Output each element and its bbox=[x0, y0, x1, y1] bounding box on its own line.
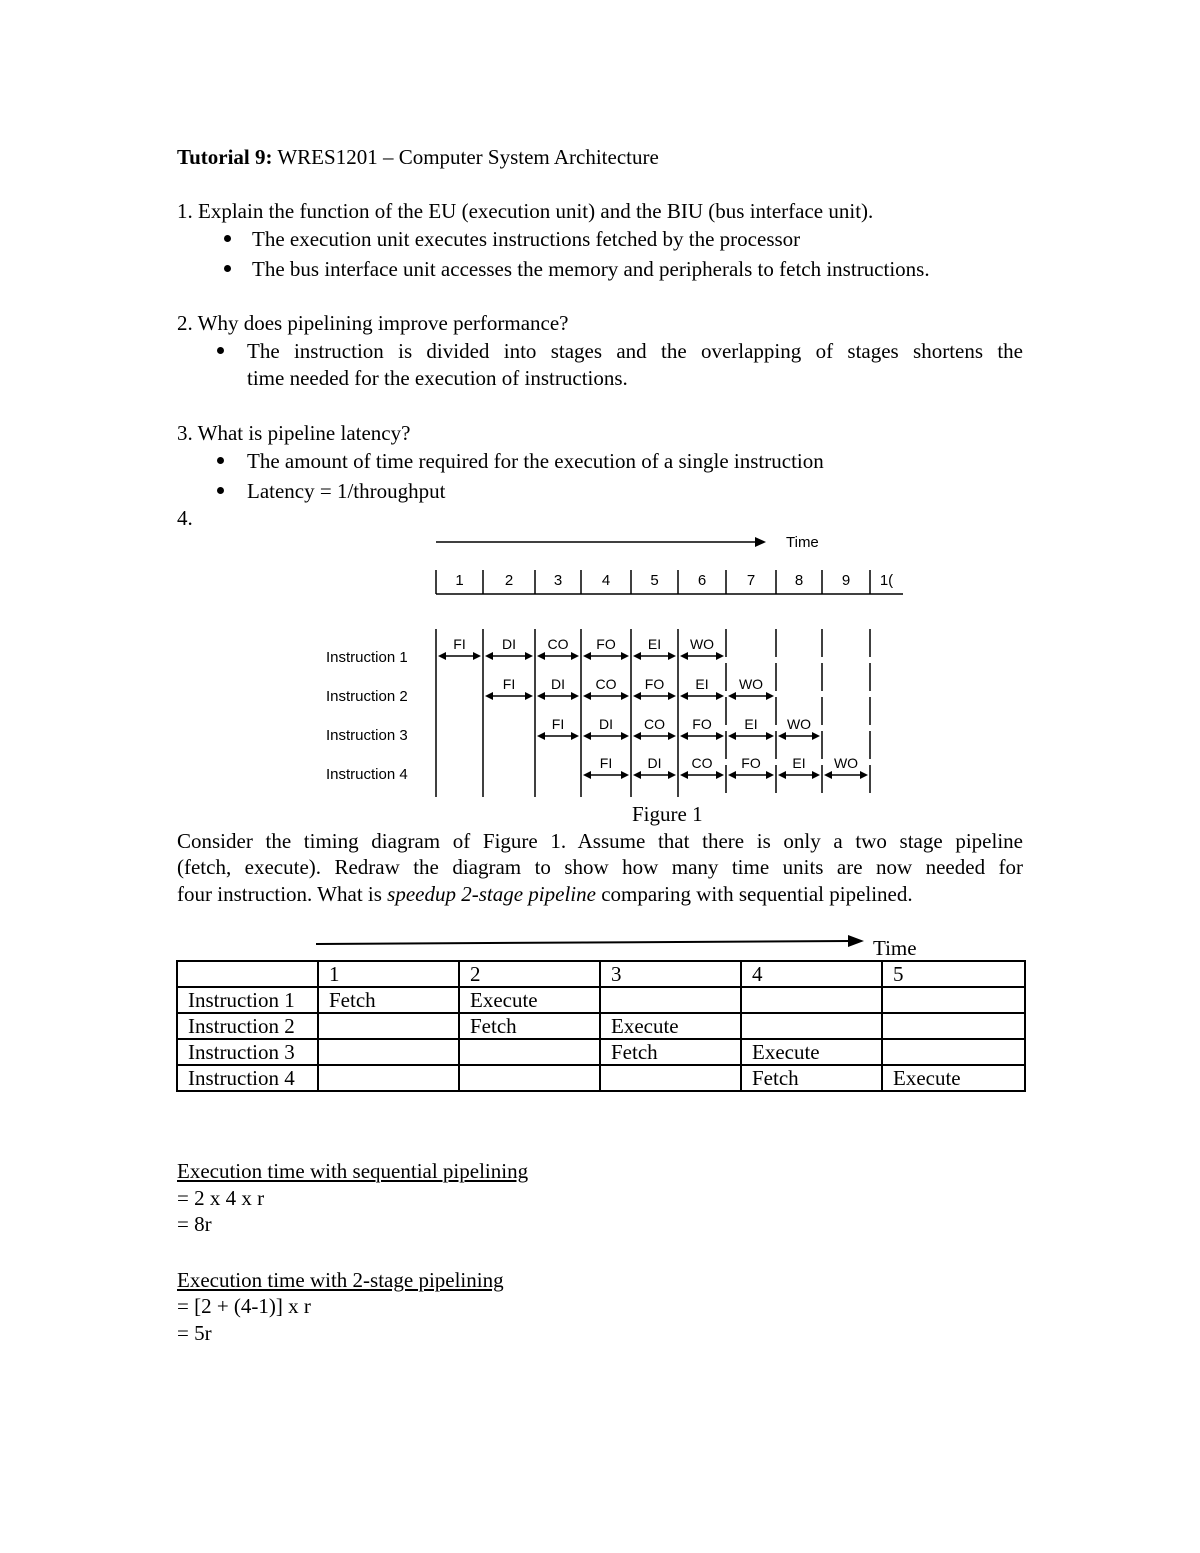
q1-answer-1: The execution unit executes instructions fetched by the processor bbox=[252, 227, 801, 251]
table-row bbox=[177, 987, 1025, 1013]
time-unit-label: 1 bbox=[455, 572, 464, 589]
q4-paragraph-emphasis: speedup 2-stage pipeline bbox=[387, 882, 596, 906]
time-unit-label: 1( bbox=[879, 572, 894, 589]
bullet-icon bbox=[217, 487, 224, 494]
stage-label: WO bbox=[833, 755, 859, 771]
stage-label: FO bbox=[741, 755, 761, 771]
q4-paragraph-post: comparing with sequential pipelined. bbox=[595, 882, 913, 906]
arrow-right-icon bbox=[668, 732, 676, 740]
table-cell bbox=[882, 1039, 1025, 1065]
arrow-left-icon bbox=[537, 692, 545, 700]
q1-answer-2: The bus interface unit accesses the memory and peripherals to fetch instructions. bbox=[252, 257, 930, 281]
q4-paragraph-pre: four instruction. What is bbox=[177, 882, 388, 906]
arrow-right-icon bbox=[716, 732, 724, 740]
table-cell bbox=[882, 987, 1025, 1013]
table-cell bbox=[459, 1065, 600, 1091]
sequential-line-2: = 8r bbox=[177, 1212, 212, 1236]
arrow-right-icon bbox=[860, 771, 868, 779]
time-axis-label: Time bbox=[786, 534, 819, 551]
time-unit-label: 8 bbox=[794, 572, 804, 589]
table-header-cell: 2 bbox=[459, 961, 600, 987]
table-cell bbox=[600, 987, 741, 1013]
arrow-right-icon bbox=[812, 732, 820, 740]
arrow-left-icon bbox=[485, 652, 493, 660]
q3-answer-2: Latency = 1/throughput bbox=[247, 479, 446, 503]
table-cell bbox=[600, 1065, 741, 1091]
arrow-left-icon bbox=[583, 652, 591, 660]
table-cell bbox=[318, 1013, 459, 1039]
arrow-right-icon bbox=[716, 692, 724, 700]
arrow-left-icon bbox=[680, 732, 688, 740]
table-cell bbox=[741, 987, 882, 1013]
table-cell: Instruction 1 bbox=[177, 987, 318, 1013]
arrow-left-icon bbox=[728, 692, 736, 700]
arrow-right-icon bbox=[525, 692, 533, 700]
q3-question: 3. What is pipeline latency? bbox=[177, 421, 411, 445]
arrow-right-icon bbox=[716, 771, 724, 779]
instruction-label: Instruction 1 bbox=[326, 649, 408, 666]
table-row bbox=[177, 1013, 1025, 1039]
arrow-left-icon bbox=[485, 692, 493, 700]
two-stage-line-1: = [2 + (4-1)] x r bbox=[177, 1294, 311, 1318]
arrow-left-icon bbox=[633, 652, 641, 660]
arrow-left-icon bbox=[728, 732, 736, 740]
stage-label: DI bbox=[502, 636, 516, 652]
stage-label: FO bbox=[644, 676, 665, 692]
instruction-label: Instruction 2 bbox=[326, 688, 408, 705]
q4-paragraph-line-3 bbox=[177, 881, 913, 907]
arrow-right-icon bbox=[668, 652, 676, 660]
time-unit-label: 4 bbox=[601, 572, 611, 589]
table-header-cell: 5 bbox=[882, 961, 1025, 987]
table-header-cell: 4 bbox=[741, 961, 882, 987]
stage-label: WO bbox=[689, 636, 715, 652]
q2-answer-line-1: The instruction is divided into stages and the overlapping of stages shortens the bbox=[247, 339, 1023, 363]
stage-label: DI bbox=[599, 716, 613, 732]
arrow-right-icon bbox=[766, 771, 774, 779]
arrow-left-icon bbox=[633, 732, 641, 740]
time-unit-label: 7 bbox=[746, 572, 756, 589]
stage-label: FI bbox=[551, 716, 565, 732]
table-time-label: Time bbox=[873, 936, 917, 960]
stage-label: EI bbox=[695, 676, 709, 692]
arrow-right-icon bbox=[621, 771, 629, 779]
table-cell: Fetch bbox=[459, 1013, 600, 1039]
table-cell: Fetch bbox=[318, 987, 459, 1013]
time-unit-label: 9 bbox=[841, 572, 851, 589]
table-cell: Instruction 4 bbox=[177, 1065, 318, 1091]
two-stage-heading: Execution time with 2-stage pipelining bbox=[177, 1268, 504, 1292]
table-cell bbox=[741, 1013, 882, 1039]
stage-label: FI bbox=[599, 755, 613, 771]
q4-paragraph-line-2: (fetch, execute). Redraw the diagram to show how many time units are now needed for bbox=[177, 855, 1023, 879]
q4-number: 4. bbox=[177, 506, 193, 530]
table-header-cell: 1 bbox=[318, 961, 459, 987]
arrow-right-icon bbox=[621, 692, 629, 700]
arrow-left-icon bbox=[583, 732, 591, 740]
stage-label: CO bbox=[547, 636, 569, 652]
time-unit-label: 3 bbox=[553, 572, 563, 589]
table-cell: Execute bbox=[459, 987, 600, 1013]
table-header-cell bbox=[177, 961, 318, 987]
q4-paragraph-line-1: Consider the timing diagram of Figure 1. Assume that there is only a two stage pipeline bbox=[177, 829, 1023, 853]
arrow-left-icon bbox=[583, 692, 591, 700]
q3-answer-1: The amount of time required for the execution of a single instruction bbox=[247, 449, 824, 473]
sequential-heading: Execution time with sequential pipelining bbox=[177, 1159, 529, 1183]
arrow-left-icon bbox=[438, 652, 446, 660]
sequential-line-1: = 2 x 4 x r bbox=[177, 1186, 265, 1210]
table-row bbox=[177, 1039, 1025, 1065]
time-arrow-icon bbox=[316, 934, 866, 950]
arrow-left-icon bbox=[537, 652, 545, 660]
arrow-left-icon bbox=[680, 652, 688, 660]
table-cell: Execute bbox=[882, 1065, 1025, 1091]
stage-label: EI bbox=[744, 716, 758, 732]
arrow-right-icon bbox=[766, 692, 774, 700]
title-bold: Tutorial 9: bbox=[177, 145, 273, 169]
table-cell bbox=[318, 1065, 459, 1091]
arrow-left-icon bbox=[680, 692, 688, 700]
table-header-cell: 3 bbox=[600, 961, 741, 987]
stage-label: CO bbox=[691, 755, 713, 771]
arrow-right-icon bbox=[571, 652, 579, 660]
two-stage-line-2: = 5r bbox=[177, 1321, 212, 1345]
stage-label: WO bbox=[786, 716, 812, 732]
stage-label: CO bbox=[644, 716, 665, 732]
arrow-left-icon bbox=[633, 771, 641, 779]
table-cell bbox=[459, 1039, 600, 1065]
table-cell: Instruction 3 bbox=[177, 1039, 318, 1065]
arrow-left-icon bbox=[778, 771, 786, 779]
table-cell: Fetch bbox=[600, 1039, 741, 1065]
arrow-right-icon bbox=[571, 732, 579, 740]
instruction-label: Instruction 4 bbox=[326, 766, 408, 783]
arrow-right-icon bbox=[668, 692, 676, 700]
arrow-right-icon bbox=[525, 652, 533, 660]
arrow-right-icon bbox=[473, 652, 481, 660]
instruction-label: Instruction 3 bbox=[326, 727, 408, 744]
bullet-icon bbox=[224, 265, 231, 272]
table-cell bbox=[318, 1039, 459, 1065]
bullet-icon bbox=[217, 457, 224, 464]
arrow-left-icon bbox=[778, 732, 786, 740]
page-title bbox=[177, 144, 659, 170]
arrow-right-icon bbox=[812, 771, 820, 779]
stage-label: WO bbox=[738, 676, 764, 692]
bullet-icon bbox=[217, 347, 224, 354]
time-unit-label: 6 bbox=[697, 572, 707, 589]
time-arrow-head-icon bbox=[755, 537, 766, 547]
stage-label: FO bbox=[692, 716, 712, 732]
stage-label: EI bbox=[647, 636, 662, 652]
table-cell bbox=[882, 1013, 1025, 1039]
q2-question: 2. Why does pipelining improve performance? bbox=[177, 311, 569, 335]
stage-label: FI bbox=[453, 636, 466, 652]
table-cell: Instruction 2 bbox=[177, 1013, 318, 1039]
arrow-right-icon bbox=[766, 732, 774, 740]
arrow-left-icon bbox=[728, 771, 736, 779]
time-unit-label: 5 bbox=[650, 572, 659, 589]
stage-label: CO bbox=[595, 676, 617, 692]
q1-question: 1. Explain the function of the EU (execution unit) and the BIU (bus interface unit). bbox=[177, 199, 874, 223]
arrow-right-icon bbox=[716, 652, 724, 660]
arrow-left-icon bbox=[583, 771, 591, 779]
arrow-left-icon bbox=[824, 771, 832, 779]
arrow-left-icon bbox=[537, 732, 545, 740]
title-rest: WRES1201 – Computer System Architecture bbox=[272, 145, 659, 169]
table-header-row bbox=[177, 961, 1025, 987]
q2-answer-line-2: time needed for the execution of instructions. bbox=[247, 366, 628, 390]
table-cell: Execute bbox=[741, 1039, 882, 1065]
arrow-right-icon bbox=[621, 732, 629, 740]
arrow-right-icon bbox=[668, 771, 676, 779]
time-unit-label: 2 bbox=[504, 572, 514, 589]
stage-label: FI bbox=[502, 676, 516, 692]
stage-label: EI bbox=[792, 755, 806, 771]
stage-label: DI bbox=[647, 755, 662, 771]
pipeline-timing-diagram bbox=[300, 525, 910, 800]
figure-caption: Figure 1 bbox=[632, 802, 703, 826]
arrow-left-icon bbox=[680, 771, 688, 779]
arrow-left-icon bbox=[633, 692, 641, 700]
table-cell: Fetch bbox=[741, 1065, 882, 1091]
table-row bbox=[177, 1065, 1025, 1091]
stage-label: DI bbox=[551, 676, 565, 692]
arrow-right-icon bbox=[621, 652, 629, 660]
table-cell: Execute bbox=[600, 1013, 741, 1039]
bullet-icon bbox=[224, 235, 231, 242]
two-stage-pipeline-table bbox=[176, 960, 1026, 1092]
stage-label: FO bbox=[596, 636, 616, 652]
arrow-right-icon bbox=[571, 692, 579, 700]
